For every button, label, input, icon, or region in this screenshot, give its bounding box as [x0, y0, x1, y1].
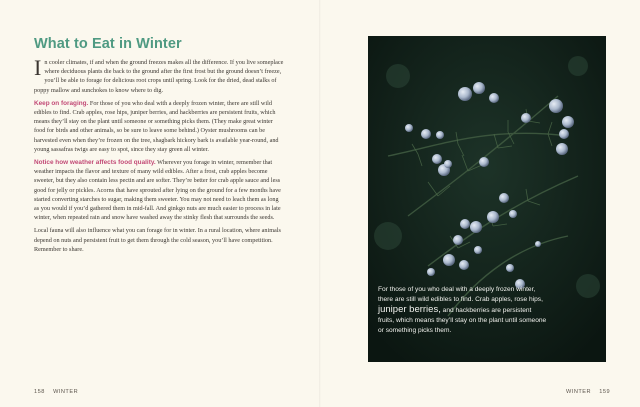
para-weather-text: Wherever you forage in winter, remember that weather impacts the flavor and texture of many wild edibles. After a frost, crab apples become sweeter, but they also contain less pectin and are softer. They’re better for crab apple sauce and less good for jelly or pickles. Acorns that have sprouted after lying on the ground for a few months have started converting starches to sugar, making them sweeter. You may not need to leach them as long as you would if you’d gathered them in mid-fall. And ginkgo nuts are much easier to process in late winter, when repeated rain and snow have washed away the stinky flesh that surrounds the seeds.	[34, 159, 281, 222]
paragraph-fauna: Local fauna will also influence what you can forage for in winter. In a rural location, where animals depend on nuts and persistent fruit to get them through the cold season, you’ll have competition. Remember to share.	[34, 227, 281, 253]
page-number-right: 159	[599, 389, 611, 395]
page-number-left: 158	[34, 389, 45, 395]
intro-paragraph	[34, 55, 285, 95]
section-name-right: WINTER	[566, 389, 592, 395]
page-title: What to Eat in Winter	[34, 36, 182, 52]
para-keep-foraging-text: For those of you who deal with a deeply frozen winter, there are still wild edibles to find. Crab apples, rose hips, juniper berries, and hackberries are persistent fruits, which means they’ll stay on the plant until someone or something picks them. (They make great winter food for birds and other animals, so be sure to leave some behind.) Oyster mushrooms can be harvested even when they’re frozen on the tree, shagbark hickory bark is available year-round, and young sassafras twigs are easy to spot, since they stay green all winter.	[34, 99, 279, 153]
folio-right	[566, 389, 610, 395]
photo-caption	[378, 285, 548, 336]
caption-part2: and hackberries are persistent fruits, which means they’ll stay on the plant until someone or something picks them.	[378, 307, 547, 334]
folio-left	[34, 389, 78, 395]
caption-part1: For those of you who deal with a deeply frozen winter, there are still wild edibles to find. Crab apples, rose hips,	[378, 286, 543, 303]
section-name-left: WINTER	[53, 389, 79, 395]
paragraph-keep-foraging	[34, 99, 285, 154]
drop-cap: I	[34, 55, 42, 80]
intro-text: n cooler climates, if and when the ground freezes makes all the difference. If you live someplace where deciduous plants die back to the ground after the first frost but the ground doesn’t freeze, you’ll be able to forage for delicious root crops until spring. Look for the dried, dead stalks of poppy mallow and sunchokes to know where to dig.	[34, 59, 284, 94]
paragraph-weather	[34, 158, 285, 222]
lead-keep-foraging: Keep on foraging.	[34, 99, 89, 107]
juniper-photo	[368, 36, 606, 362]
lead-weather: Notice how weather affects food quality.	[34, 159, 156, 167]
left-page	[34, 36, 285, 258]
caption-emphasis: juniper berries,	[378, 304, 441, 315]
page-fold	[319, 0, 321, 407]
